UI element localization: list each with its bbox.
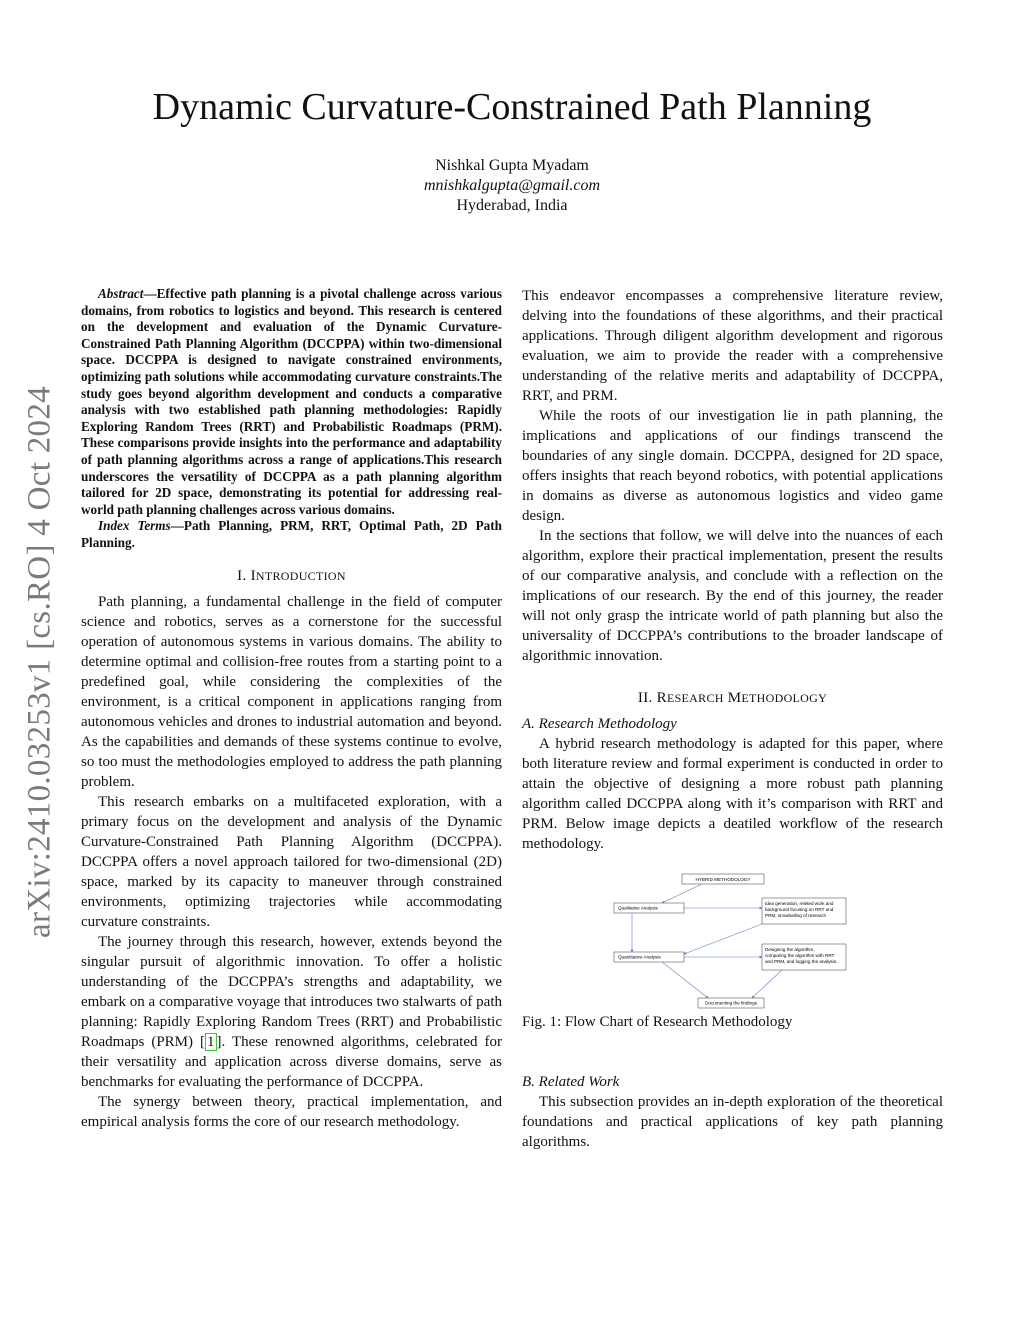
author-email: mnishkalgupta@gmail.com (423, 177, 601, 194)
subsection-b-heading: B. Related Work (522, 1074, 620, 1090)
section-title-initial-2: M (727, 690, 742, 706)
related-work-paragraph: This subsection provides an in-depth exploration of the theoretical foundations and practical applications of key path planning algorithms. (522, 1094, 943, 1150)
abstract-text: —Effective path planning is a pivotal challenge across various domains, from robotics to logistics and beyond. This research is centered on the development and evaluation of the Dynamic Curvature-Constrained Path Planning Algorithm (DCCPPA) within two-dimensional space. DCCPPA is designed to navigate constrained environments, optimizing path solutions while accommodating curvature constraints.The study goes beyond algorithm development and conducts a comparative analysis with two established path planning methodologies: Rapidly Exploring Random Trees (RRT) and Probabilistic Roadmaps (PRM). These comparisons provide insights into the performance and adaptability of path planning algorithms across a range of applications.This research underscores the versatility of DCCPPA as a path planning algorithm tailored for 2D space, demonstrating its potential for addressing real-world path planning challenges across various domains. (81, 286, 502, 517)
arxiv-watermark (14, 362, 66, 962)
intro-paragraph-3-b: ]. These renowned algorithms, celebrated for their versatility and application across diverse domains, serve as benchmarks for evaluating the performance of DCCPPA. (81, 1033, 503, 1090)
section-title-initial: I (250, 567, 256, 584)
intro-paragraph-4: The synergy between theory, practical implementation, and empirical analysis forms the core of our research methodology. (81, 1093, 502, 1130)
figure-caption: Fig. 1: Flow Chart of Research Methodology (522, 1014, 793, 1030)
idea-line-2: background focusing on RRT and (765, 907, 834, 912)
qualitative-label: Qualitative Analysis (618, 905, 658, 911)
section-number: II. (637, 690, 653, 706)
right-column (522, 286, 943, 1152)
box-quantitative (614, 952, 684, 962)
flow-arrows (632, 884, 782, 998)
subsection-a-heading: A. Research Methodology (522, 716, 677, 732)
section-number: I. (237, 567, 247, 584)
box-idea-generation (762, 898, 846, 924)
methodology-paragraph: A hybrid research methodology is adapted for this paper, where both literature review and formal experiment is conducted in order to attain the objective of designing a more robust path planning algorithm called DCCPPA along with it’s comparison with RRT and PRM. Below image depicts a deatiled workflow of the research methodology. (522, 736, 943, 852)
box-designing (762, 944, 846, 970)
arxiv-id: arXiv:2410.03253v1 [cs.RO] 4 Oct 2024 (21, 386, 58, 938)
left-column (81, 286, 502, 1132)
section-title-rest: NTRODUCTION (255, 568, 346, 583)
section-heading-methodology (522, 688, 943, 708)
design-line-1: Designing the algorithm, (765, 947, 815, 952)
citation-link[interactable]: 1 (207, 1033, 215, 1050)
idea-line-3: PRM, snowballing of research (765, 913, 827, 918)
hybrid-label: HYBRID METHODOLOGY (695, 876, 751, 882)
intro-paragraph-3 (81, 932, 502, 1092)
box-qualitative (614, 903, 684, 913)
design-line-2: comparing the algorithm with RRT (765, 953, 835, 958)
intro-paragraph-3-a: The journey through this research, however, extends beyond the singular pursuit of algorithmic innovation. To offer a holistic understanding of the DCCPPA’s strengths and adaptability, we embark on a comparative voyage that introduces two stalwarts of path planning: Rapidly Exploring Random Trees (RRT) and Probabilistic Roadmaps (PRM) [ (81, 933, 502, 1050)
idea-line-1: Idea generation, releted work and (765, 901, 834, 906)
intro-paragraph-6: While the roots of our investigation lie in path planning, the implications and applications of our findings transcend the boundaries of any single domain. DCCPPA, designed for 2D space, offers insights that reach beyond robotics, with potential applications in domains as diverse as autonomous logistics and video game design. (522, 408, 943, 524)
section-title-initial: R (656, 690, 667, 706)
abstract-label: Abstract (98, 286, 144, 301)
author-name: Nishkal Gupta Myadam (435, 157, 589, 174)
intro-paragraph-7: In the sections that follow, we will delve into the nuances of each algorithm, explore their practical implementation, present the results of our comparative analysis, and conclude with a reflection on the implications of our research. By the end of this journey, the reader will not only grasp the intricate world of path planning but also the universality of DCCPPA’s contributions to the broader landscape of algorithmic innovation. (522, 528, 943, 664)
author-location: Hyderabad, India (456, 197, 568, 214)
box-hybrid (682, 874, 764, 884)
design-line-3: and PRM, and logging the analysis. (765, 959, 838, 964)
index-terms-text: —Path Planning, PRM, RRT, Optimal Path, 2D Path Planning. (81, 518, 502, 550)
documenting-label: Documenting the findings (705, 1000, 757, 1006)
intro-paragraph-1: Path planning, a fundamental challenge in the field of computer science and robotics, serves as a cornerstone for the successful operation of autonomous systems in various domains. The ability to determine optimal and collision-free routes from a starting point to a predefined goal, while considering the complexities of the environment, is a critical component in applications ranging from autonomous vehicles and drones to industrial automation and beyond. As the capabilities and demands of these systems continue to evolve, so too must the methodologies employed to address the path planning problem. (81, 593, 502, 790)
index-terms-label: Index Terms (98, 518, 171, 534)
author-block (0, 156, 1024, 216)
section-title-rest-2: ETHODOLOGY (741, 691, 828, 705)
abstract (81, 286, 502, 552)
methodology-flowchart (612, 872, 852, 1012)
intro-paragraph-5: This endeavor encompasses a comprehensive literature review, delving into the foundations of these algorithms, and their practical applications. Through diligent algorithm development and rigorous evaluation, we aim to provide the reader with a comprehensive understanding of the relative merits and adaptability of DCCPPA, RRT, and PRM. (522, 288, 943, 404)
quantitative-label: Quantitative Analysis (618, 954, 661, 960)
section-title-rest: ESEARCH (666, 691, 724, 705)
box-documenting (698, 998, 764, 1008)
intro-paragraph-2: This research embarks on a multifaceted exploration, with a primary focus on the development and analysis of the Dynamic Curvature-Constrained Path Planning Algorithm (DCCPPA). DCCPPA offers a novel approach tailored for two-dimensional (2D) space, marked by its capacity to maneuver through constrained environments, optimizing trajectories while accommodating curvature constraints. (81, 793, 502, 930)
paper-title: Dynamic Curvature-Constrained Path Planning (152, 86, 872, 128)
section-heading-introduction (81, 566, 502, 586)
